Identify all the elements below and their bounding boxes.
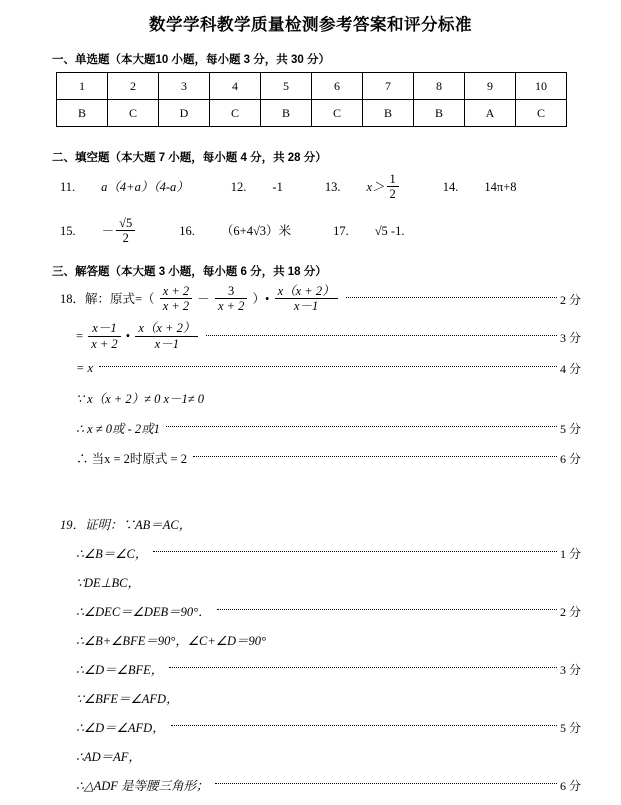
q19-line-3: ∵DE⊥BC，: [76, 576, 140, 590]
fraction-3: $\frac{x(x + 2)}{x-1}$: [275, 284, 338, 314]
fraction-one-half: $\frac{1}{2}$: [387, 172, 399, 202]
q18-line-1: 18．解：原式=（ $\frac{x + 2}{x + 2}$ － $\frac{3}{x + 2}$ ）• $\frac{x(x + 2)}{x-1}$ 2 分: [60, 283, 581, 313]
q19-line-4: ∴∠DEC＝∠DEB＝90°． 2 分: [76, 604, 581, 619]
fraction-sqrt5-over-2: $\frac{√5}{2}$: [116, 216, 135, 246]
points-label: 6 分: [559, 778, 581, 793]
item-16: 16. （6+4√3）米: [179, 223, 292, 238]
table-cell: 8: [414, 73, 465, 100]
table-cell: C: [312, 100, 363, 127]
item-11: 11. a（4+a）（4-a）: [60, 180, 189, 194]
table-cell: C: [108, 100, 159, 127]
q19-line-2: ∴∠B＝∠C， 1 分: [76, 546, 581, 561]
q19-line-7: ∵∠BFE＝∠AFD，: [76, 692, 179, 706]
leader-dots: [346, 297, 557, 298]
points-label: 6 分: [559, 451, 581, 466]
table-row-answers: [57, 100, 567, 127]
q19-line-6: ∴∠D＝∠BFE， 3 分: [76, 662, 581, 677]
table-cell: B: [363, 100, 414, 127]
q18-line-4: ∵ x（x + 2）≠ 0 x－1≠ 0: [76, 392, 205, 406]
table-cell: 6: [312, 73, 363, 100]
table-cell: B: [261, 100, 312, 127]
fill-blank-row-1: [60, 173, 581, 203]
q18-line-3: = x 4 分: [76, 361, 581, 376]
item-17: 17. √5 -1.: [333, 223, 405, 238]
section-heading-solution: 三、解答题（本大题 3 小题，每小题 6 分，共 18 分）: [52, 265, 327, 278]
section-heading-fill-blank: 二、填空题（本大题 7 小题，每小题 4 分，共 28 分）: [52, 152, 327, 164]
points-label: 3 分: [559, 662, 581, 677]
q18-line-2: = $\frac{x-1}{x + 2}$ • $\frac{x(x + 2)}{x-1}$ 3 分: [76, 321, 581, 351]
table-cell: 2: [108, 73, 159, 100]
leader-dots: [193, 456, 557, 457]
leader-dots: [171, 725, 557, 726]
fill-blank-row-2: [60, 217, 581, 247]
q19-line-5: ∴∠B+∠BFE＝90°，∠C+∠D＝90°: [76, 634, 267, 648]
table-cell: B: [57, 100, 108, 127]
section-heading-single-choice: 一、单选题（本大题10 小题，每小题 3 分，共 30 分）: [52, 54, 330, 66]
table-cell: 3: [159, 73, 210, 100]
fraction-1: $\frac{x + 2}{x + 2}$: [160, 284, 192, 314]
table-cell: D: [159, 100, 210, 127]
item-14: 14. 14π+8: [442, 180, 517, 194]
q19-line-9: ∴AD＝AF，: [76, 750, 141, 764]
item-12: 12. -1: [230, 180, 283, 194]
q19-line-1: 19．证明：∵AB＝AC，: [60, 518, 192, 532]
table-cell: C: [210, 100, 261, 127]
table-cell: C: [516, 100, 567, 127]
leader-dots: [215, 783, 557, 784]
points-label: 5 分: [559, 720, 581, 735]
leader-dots: [153, 551, 557, 552]
points-label: 5 分: [559, 421, 581, 436]
points-label: 1 分: [559, 546, 581, 561]
fraction-5: $\frac{x(x + 2)}{x-1}$: [135, 321, 198, 351]
leader-dots: [166, 426, 557, 427]
leader-dots: [217, 609, 557, 610]
table-cell: 5: [261, 73, 312, 100]
document-page: [0, 11, 621, 805]
table-cell: A: [465, 100, 516, 127]
item-15: 15. － $\frac{√5}{2}$: [60, 217, 137, 247]
table-cell: 10: [516, 73, 567, 100]
table-cell: 7: [363, 73, 414, 100]
fraction-2: $\frac{3}{x + 2}$: [215, 284, 247, 314]
answers-table: [56, 72, 567, 127]
points-label: 2 分: [559, 292, 581, 307]
points-label: 4 分: [559, 362, 581, 376]
item-13: 13. x＞ $\frac{1}{2}$: [325, 173, 401, 203]
table-cell: 4: [210, 73, 261, 100]
points-label: 3 分: [559, 330, 581, 345]
q18-line-6: ∴ 当x = 2时原式 = 2 6 分: [76, 451, 581, 466]
table-row-numbers: [57, 73, 567, 100]
table-cell: B: [414, 100, 465, 127]
table-cell: 9: [465, 73, 516, 100]
q18-line-5: ∴ x ≠ 0或 - 2或1 5 分: [76, 421, 581, 436]
leader-dots: [99, 366, 557, 367]
leader-dots: [206, 335, 557, 336]
points-label: 2 分: [559, 604, 581, 619]
q19-line-8: ∴∠D＝∠AFD， 5 分: [76, 720, 581, 735]
q19-line-10: ∴△ADF 是等腰三角形； 6 分: [76, 778, 581, 793]
page-title: 数学学科教学质量检测参考答案和评分标准: [149, 16, 472, 34]
table-cell: 1: [57, 73, 108, 100]
fraction-4: $\frac{x-1}{x + 2}$: [88, 321, 120, 351]
leader-dots: [169, 667, 557, 668]
